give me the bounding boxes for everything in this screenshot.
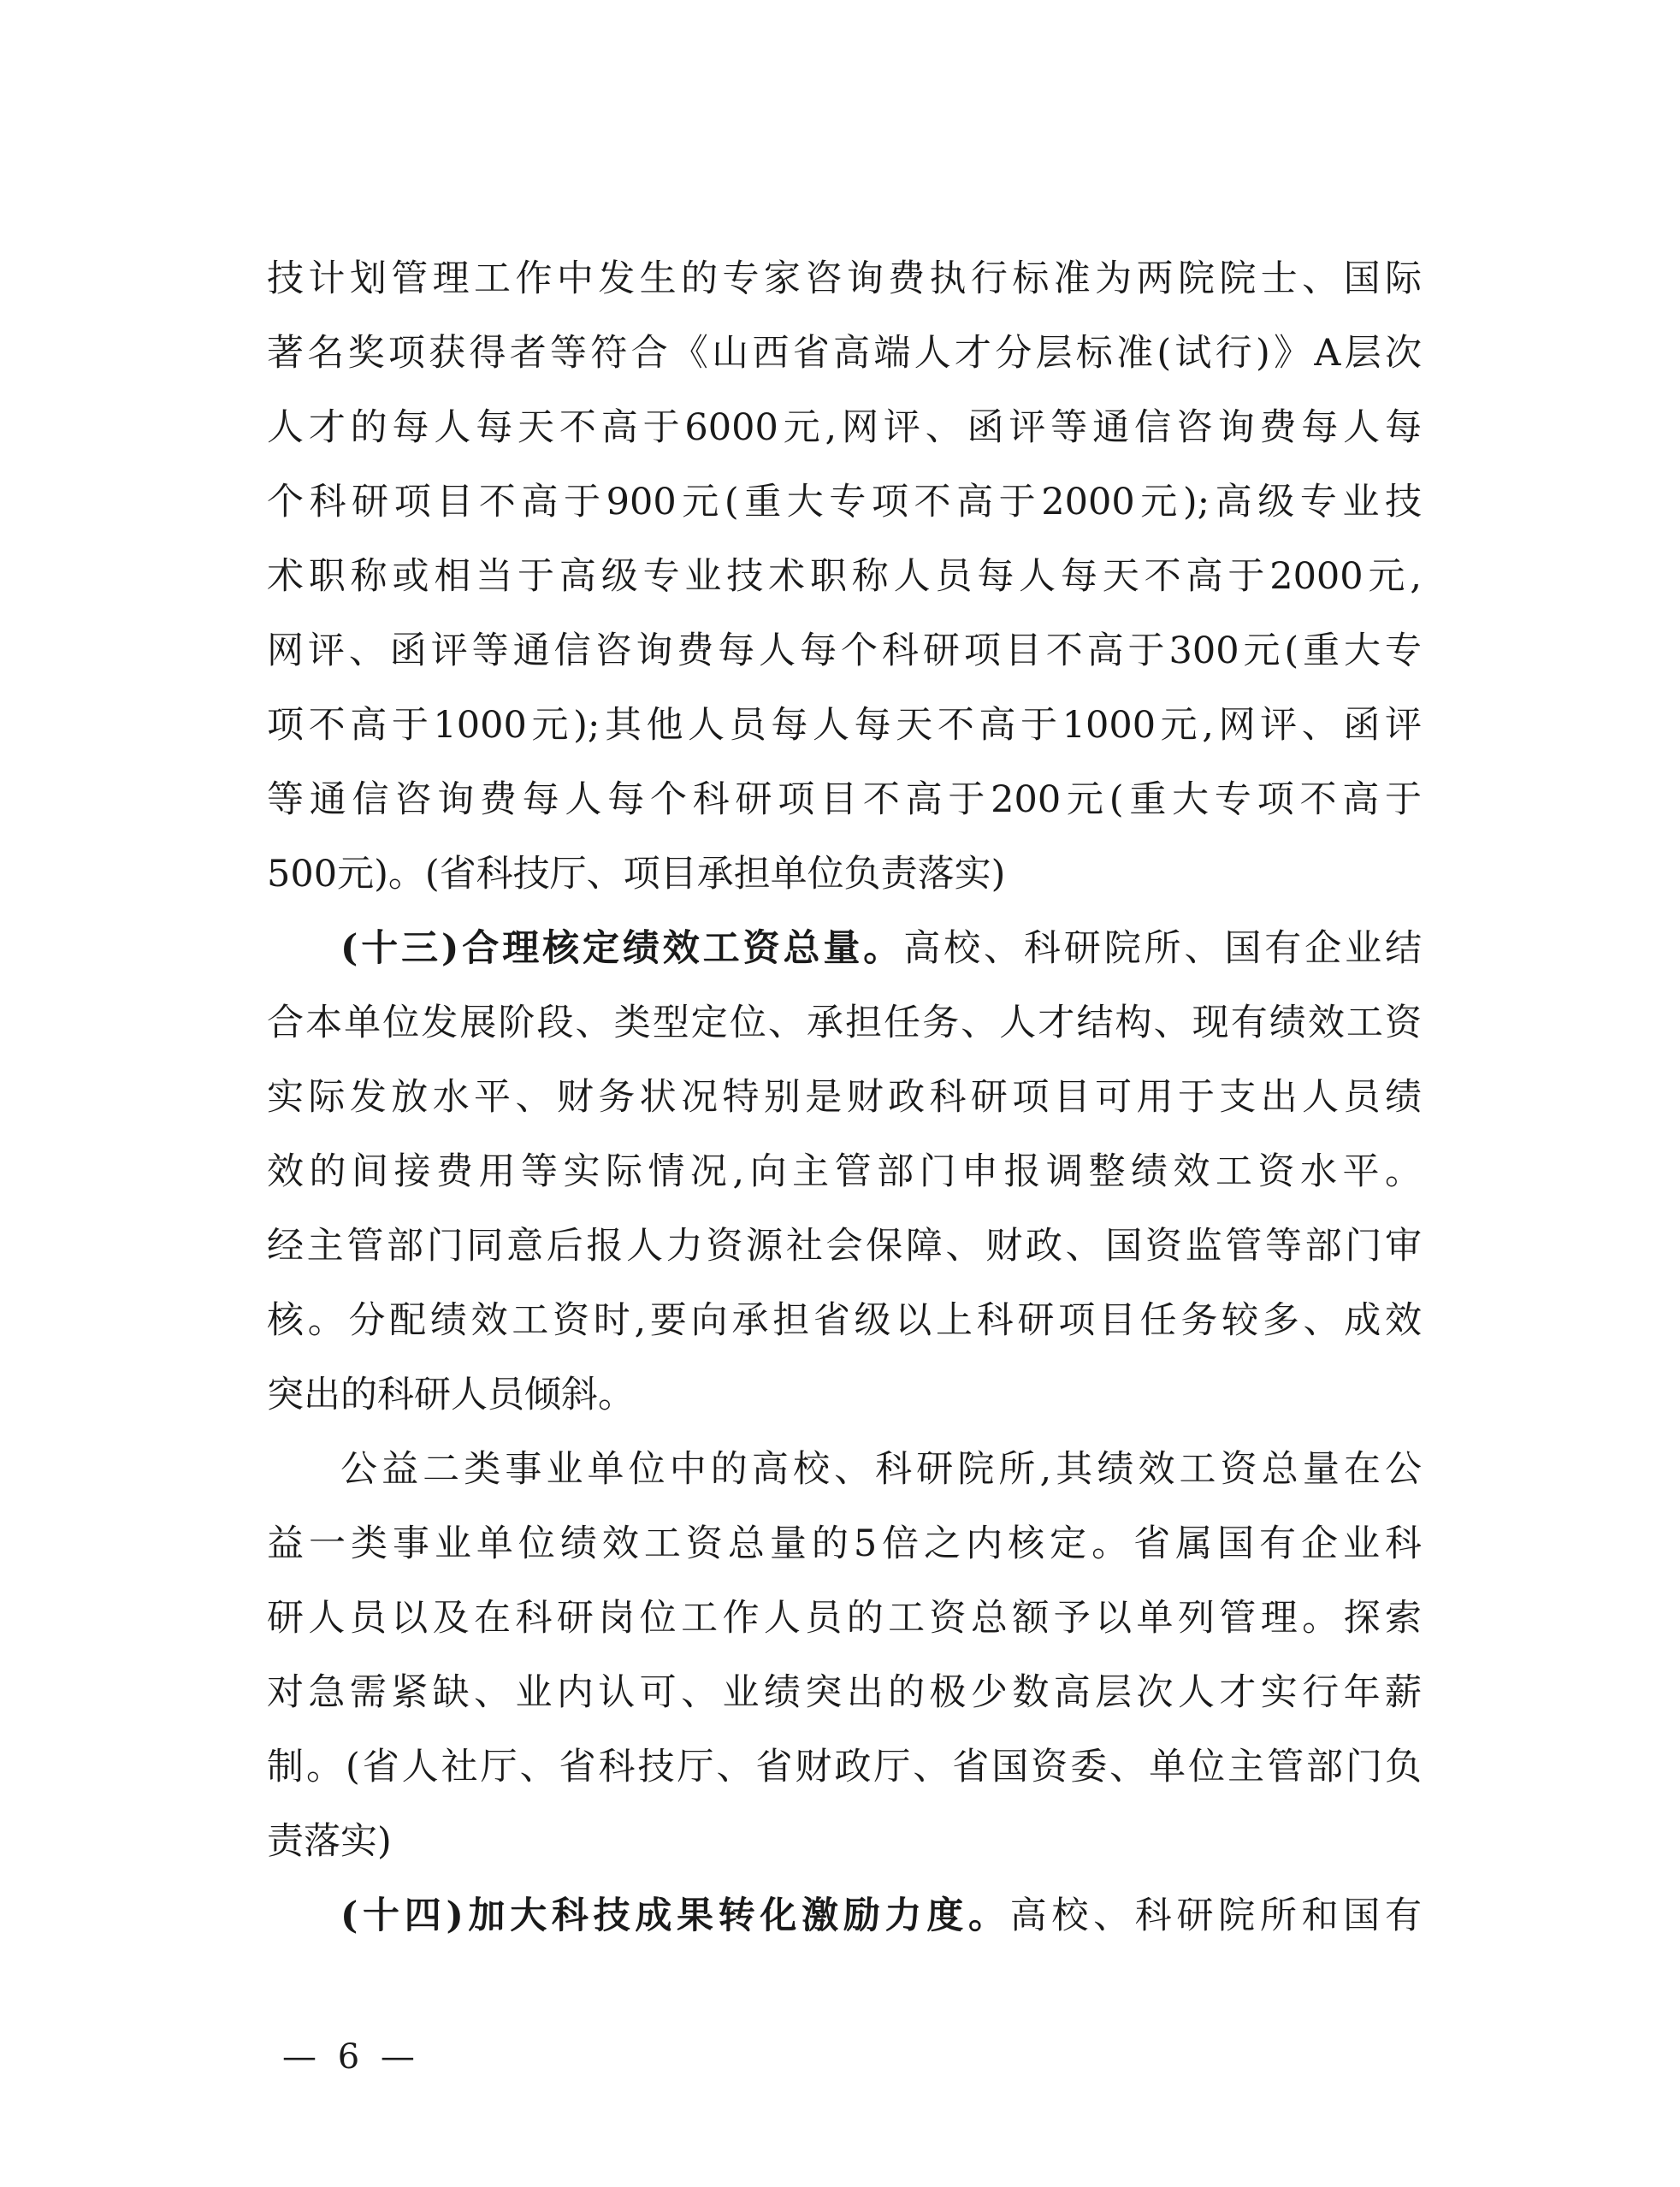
text-line: 技计划管理工作中发生的专家咨询费执行标准为两院院士、国际 bbox=[267, 257, 1422, 300]
text-line: 益一类事业单位绩效工资总量的5倍之内核定。省属国有企业科 bbox=[267, 1522, 1422, 1565]
text-span: 高校、科研院所、国有企业结 bbox=[903, 927, 1423, 970]
text-line: 个科研项目不高于900元(重大专项不高于2000元);高级专业技 bbox=[267, 481, 1422, 523]
section-heading-line bbox=[340, 912, 1422, 985]
text-line: 制。(省人社厅、省科技厅、省财政厅、省国资委、单位主管部门负 bbox=[267, 1746, 1422, 1788]
text-line: 责落实) bbox=[267, 1820, 392, 1863]
text-span: 高校、科研院所和国有 bbox=[1009, 1894, 1422, 1937]
text-line: 人才的每人每天不高于6000元,网评、函评等通信咨询费每人每 bbox=[267, 406, 1422, 449]
text-line: 研人员以及在科研岗位工作人员的工资总额予以单列管理。探索 bbox=[267, 1597, 1422, 1640]
text-line: 核。分配绩效工资时,要向承担省级以上科研项目任务较多、成效 bbox=[267, 1299, 1422, 1342]
section-heading-line bbox=[340, 1879, 1422, 1953]
text-line: 网评、函评等通信咨询费每人每个科研项目不高于300元(重大专 bbox=[267, 630, 1422, 672]
text-line: 效的间接费用等实际情况,向主管部门申报调整绩效工资水平。 bbox=[267, 1150, 1422, 1193]
text-line: 著名奖项获得者等符合《山西省高端人才分层标准(试行)》A层次 bbox=[267, 332, 1422, 375]
text-line: 术职称或相当于高级专业技术职称人员每人每天不高于2000元, bbox=[267, 555, 1422, 598]
text-line: 对急需紧缺、业内认可、业绩突出的极少数高层次人才实行年薪 bbox=[267, 1671, 1422, 1714]
page-number: — 6 — bbox=[282, 2037, 420, 2077]
text-line: 公益二类事业单位中的高校、科研院所,其绩效工资总量在公 bbox=[340, 1448, 1422, 1491]
text-line: 合本单位发展阶段、类型定位、承担任务、人才结构、现有绩效工资 bbox=[267, 1002, 1422, 1044]
text-line: 项不高于1000元);其他人员每人每天不高于1000元,网评、函评 bbox=[267, 704, 1422, 747]
text-line: 经主管部门同意后报人力资源社会保障、财政、国资监管等部门审 bbox=[267, 1225, 1422, 1268]
text-line: 等通信咨询费每人每个科研项目不高于200元(重大专项不高于 bbox=[267, 778, 1422, 821]
text-line: 500元)。(省科技厅、项目承担单位负责落实) bbox=[267, 853, 1006, 895]
section-heading-13: (十三)合理核定绩效工资总量。 bbox=[340, 927, 904, 970]
section-heading-14: (十四)加大科技成果转化激励力度。 bbox=[340, 1894, 1010, 1937]
text-line: 实际发放水平、财务状况特别是财政科研项目可用于支出人员绩 bbox=[267, 1076, 1422, 1119]
text-line: 突出的科研人员倾斜。 bbox=[267, 1374, 635, 1416]
